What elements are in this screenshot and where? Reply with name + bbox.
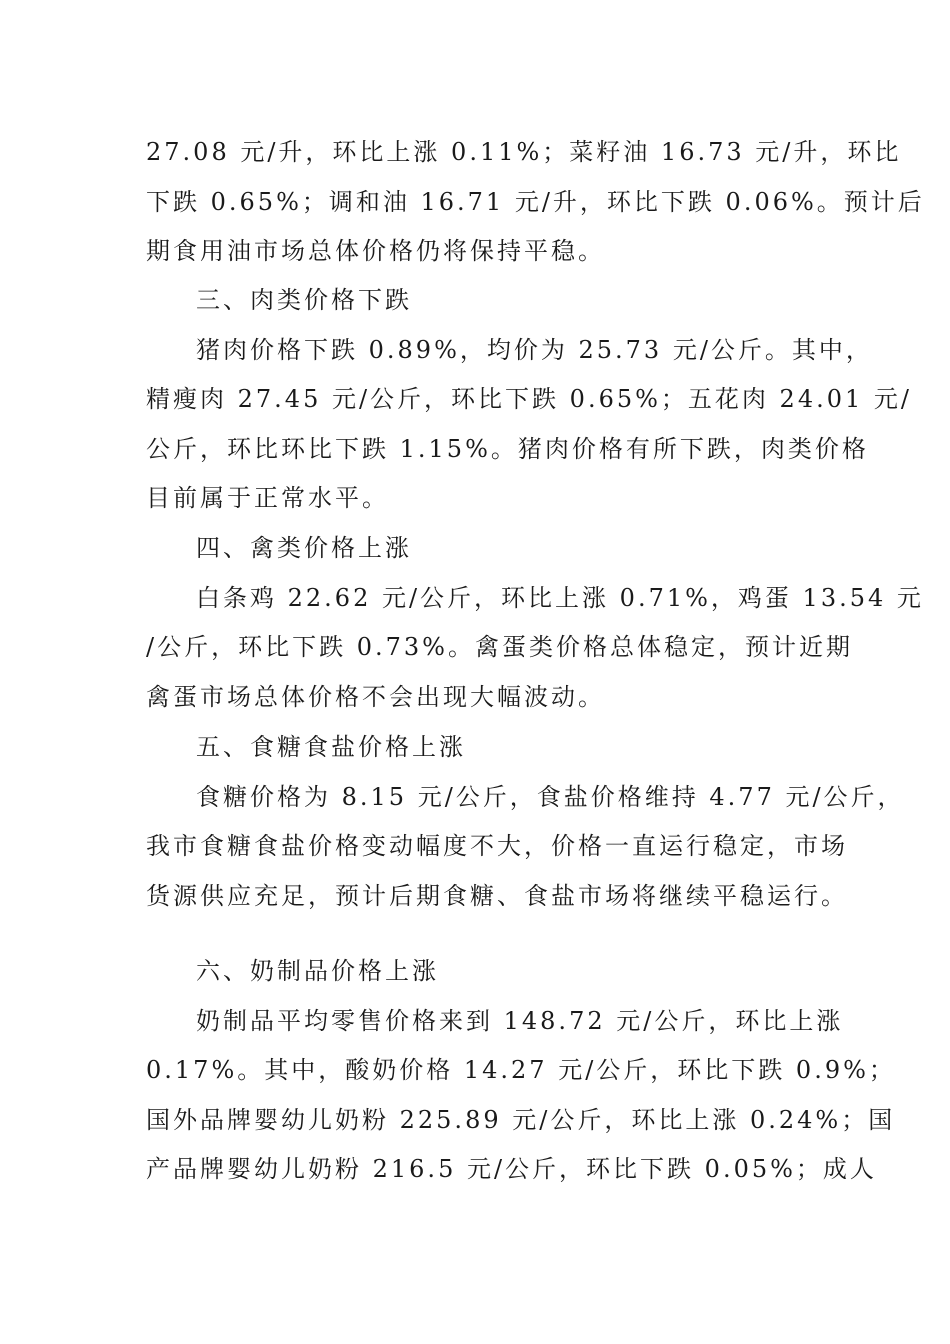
- oil-price-paragraph: [146, 128, 925, 277]
- paragraph-line: 奶制品平均零售价格来到 148.72 元/公斤，环比上涨: [196, 1006, 844, 1035]
- paragraph-line: 下跌 0.65%；调和油 16.71 元/升，环比下跌 0.06%。预计后: [146, 187, 925, 216]
- section-heading: 六、奶制品价格上涨: [196, 957, 439, 985]
- paragraph-line: 猪肉价格下跌 0.89%，均价为 25.73 元/公斤。其中，: [196, 335, 873, 364]
- paragraph-line: 产品牌婴幼儿奶粉 216.5 元/公斤，环比下跌 0.05%；成人: [146, 1155, 877, 1183]
- section-heading: 三、肉类价格下跌: [196, 286, 412, 314]
- paragraph-line: 国外品牌婴幼儿奶粉 225.89 元/公斤，环比上涨 0.24%；国: [146, 1105, 896, 1134]
- paragraph-line: 目前属于正常水平。: [146, 484, 389, 512]
- paragraph-line: 精瘦肉 27.45 元/公斤，环比下跌 0.65%；五花肉 24.01 元/: [146, 385, 912, 413]
- paragraph-line: 食糖价格为 8.15 元/公斤，食盐价格维持 4.77 元/公斤，: [196, 782, 905, 811]
- paragraph-line: 白条鸡 22.62 元/公斤，环比上涨 0.71%，鸡蛋 13.54 元: [196, 583, 924, 612]
- paragraph-line: 我市食糖食盐价格变动幅度不大，价格一直运行稳定，市场: [146, 832, 848, 860]
- section-poultry: [146, 524, 924, 722]
- section-sugar-salt: [146, 723, 905, 921]
- section-heading: 五、食糖食盐价格上涨: [196, 733, 466, 761]
- section-dairy: [146, 947, 896, 1195]
- paragraph-line: 公斤，环比环比下跌 1.15%。猪肉价格有所下跌，肉类价格: [146, 434, 869, 463]
- paragraph-line: 27.08 元/升，环比上涨 0.11%；菜籽油 16.73 元/升，环比: [146, 138, 902, 166]
- paragraph-line: 期食用油市场总体价格仍将保持平稳。: [146, 237, 605, 265]
- section-meat: [146, 276, 912, 524]
- paragraph-line: 禽蛋市场总体价格不会出现大幅波动。: [146, 682, 605, 711]
- paragraph-line: 货源供应充足，预计后期食糖、食盐市场将继续平稳运行。: [146, 881, 848, 910]
- section-heading: 四、禽类价格上涨: [196, 534, 412, 562]
- paragraph-line: /公斤，环比下跌 0.73%。禽蛋类价格总体稳定，预计近期: [146, 633, 853, 661]
- paragraph-line: 0.17%。其中，酸奶价格 14.27 元/公斤，环比下跌 0.9%；: [146, 1056, 896, 1084]
